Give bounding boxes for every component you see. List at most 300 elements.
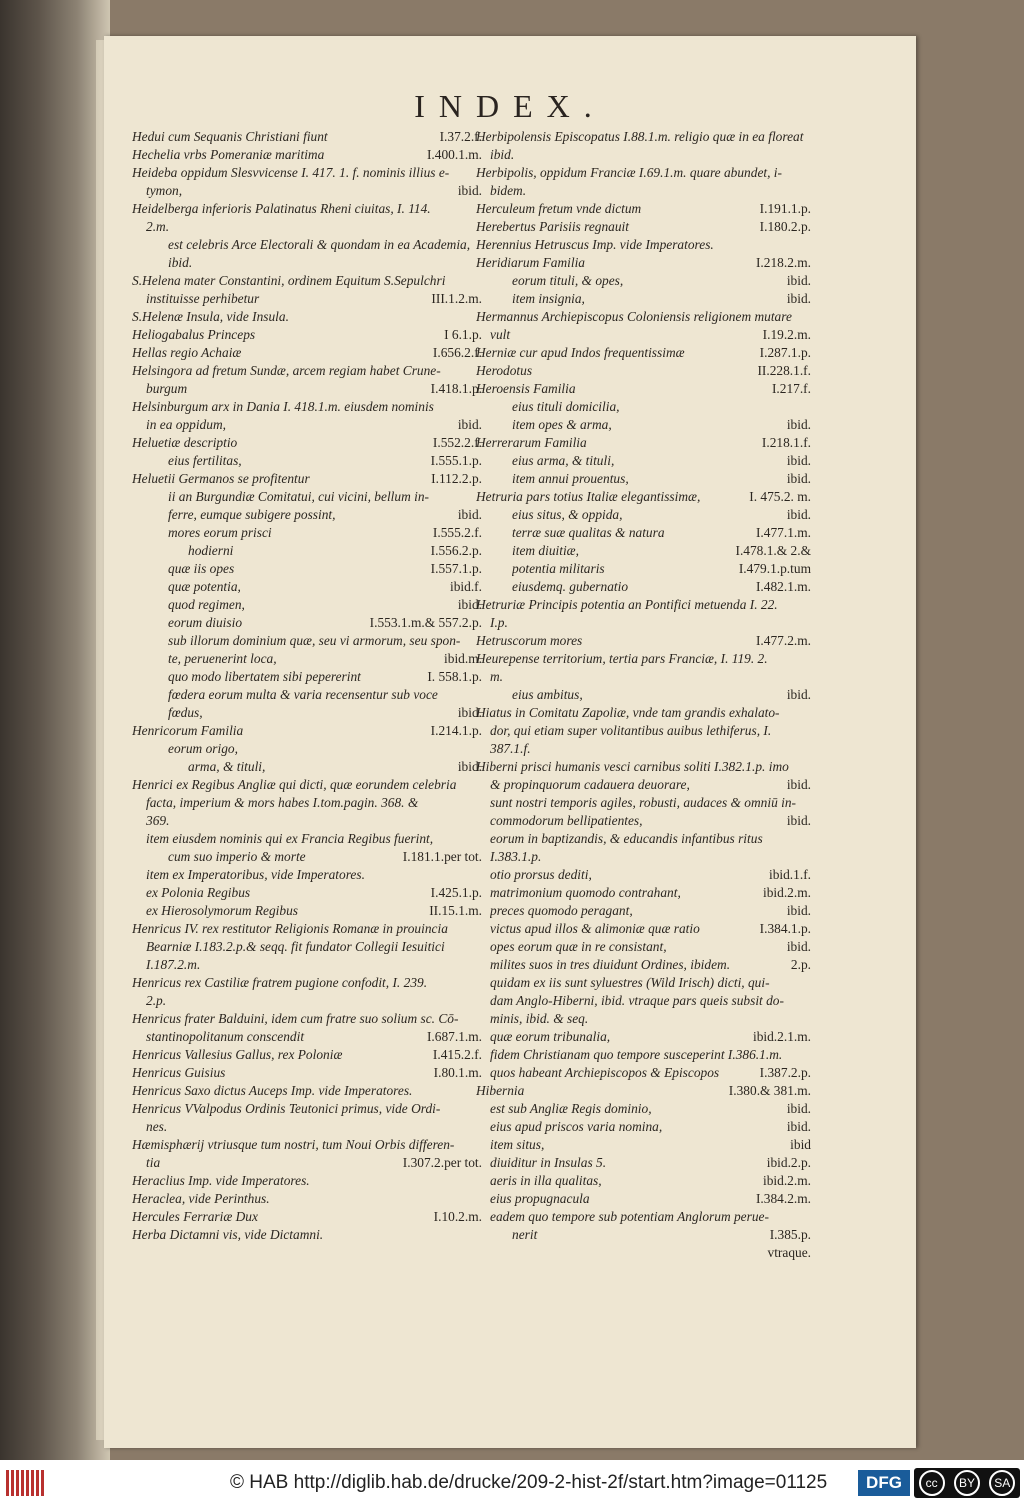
index-entry <box>476 1010 811 1028</box>
entry-text: opes eorum quæ in re consistant, <box>490 939 667 954</box>
index-entry <box>476 272 811 290</box>
index-entry <box>132 848 482 866</box>
entry-text: Hiatus in Comitatu Zapoliæ, vnde tam grandis exhalato- <box>476 705 780 720</box>
entry-text: quidam ex iis sunt syluestres (Wild Irisch) dicti, qui- <box>490 975 770 990</box>
entry-text: diuiditur in Insulas 5. <box>490 1155 607 1170</box>
entry-reference: I.656.2.f. <box>432 345 482 360</box>
index-entry <box>476 524 811 542</box>
entry-text: eius tituli domicilia, <box>512 399 620 414</box>
index-entry <box>476 1046 811 1064</box>
entry-text: Hetruria pars totius Italiæ elegantissimæ, <box>476 489 701 504</box>
index-entry <box>476 326 811 344</box>
index-entry <box>132 470 482 488</box>
index-entry <box>132 290 482 308</box>
index-entry <box>132 218 482 236</box>
index-entry <box>132 1010 482 1028</box>
entry-text: I.187.2.m. <box>146 957 201 972</box>
entry-text: ibid. <box>490 147 515 162</box>
index-entry <box>132 920 482 938</box>
entry-text: Helsinburgum arx in Dania I. 418.1.m. eiusdem nominis <box>132 399 434 414</box>
entry-text: Heurepense territorium, tertia pars Franciæ, I. 119. 2. <box>476 651 768 666</box>
index-entry <box>132 128 482 146</box>
index-entry <box>476 578 811 596</box>
entry-reference: ibid. <box>786 813 811 828</box>
entry-reference: I.385.p. <box>769 1227 811 1242</box>
entry-text: Hetruriæ Principis potentia an Pontifici metuenda I. 22. <box>476 597 778 612</box>
entry-text: Henricus IV. rex restitutor Religionis Romanæ in prouincia <box>132 921 448 936</box>
entry-reference: I.415.2.f. <box>432 1047 482 1062</box>
book-binding <box>0 0 110 1460</box>
index-entry <box>476 1226 811 1244</box>
entry-reference: I.180.2.p. <box>759 219 811 234</box>
index-entry <box>132 668 482 686</box>
entry-reference: I.218.2.m. <box>755 255 811 270</box>
entry-text: Heidelberga inferioris Palatinatus Rheni ciuitas, I. 114. <box>132 201 431 216</box>
index-entry <box>132 344 482 362</box>
index-entry <box>476 902 811 920</box>
index-entry <box>476 686 811 704</box>
entry-text: quos habeant Archiepiscopos & Episcopos <box>490 1065 720 1080</box>
entry-reference: ibid. <box>786 291 811 306</box>
entry-reference: ibid <box>790 1137 811 1152</box>
entry-text: & propinquorum cadauera deuorare, <box>490 777 690 792</box>
entry-text: Henricus Saxo dictus Auceps Imp. vide Imperatores. <box>132 1083 413 1098</box>
index-entry <box>476 542 811 560</box>
entry-reference: ibid. <box>786 777 811 792</box>
entry-text: instituisse perhibetur <box>146 291 260 306</box>
entry-reference: ibid.m. <box>444 651 482 666</box>
index-entry <box>476 236 811 254</box>
page-title: INDEX. <box>414 88 606 124</box>
index-entry <box>476 488 811 506</box>
index-entry <box>476 848 811 866</box>
entry-text: Hæmisphærij vtriusque tum nostri, tum Noui Orbis differen- <box>132 1137 455 1152</box>
entry-reference: I.387.2.p. <box>759 1065 811 1080</box>
index-entry <box>132 488 482 506</box>
entry-reference: ibid.1.f. <box>768 867 811 882</box>
index-entry <box>132 1028 482 1046</box>
entry-text: milites suos in tres diuidunt Ordines, ibidem. <box>490 957 731 972</box>
entry-text: eorum tituli, & opes, <box>512 273 624 288</box>
entry-text: quod regimen, <box>168 597 245 612</box>
index-entry <box>132 308 482 326</box>
entry-reference: I.214.1.p. <box>430 723 482 738</box>
index-entry <box>476 1118 811 1136</box>
index-entry <box>132 1046 482 1064</box>
entry-text: est celebris Arce Electorali & quondam in ea Academia, <box>168 237 471 252</box>
entry-text: Hermannus Archiepiscopus Coloniensis religionem mutare <box>476 309 792 324</box>
entry-text: ii an Burgundiæ Comitatui, cui vicini, bellum in- <box>168 489 429 504</box>
entry-reference: ibid. <box>457 597 482 612</box>
entry-text: item annui prouentus, <box>512 471 629 486</box>
entry-text: Herba Dictamni vis, vide Dictamni. <box>132 1227 324 1242</box>
index-entry <box>132 416 482 434</box>
entry-reference: ibid.2.m. <box>763 885 811 900</box>
entry-reference: ibid. <box>786 1119 811 1134</box>
index-entry <box>132 398 482 416</box>
entry-text: commodorum bellipatientes, <box>490 813 643 828</box>
entry-text: Hetruscorum mores <box>476 633 583 648</box>
entry-text: terræ suæ qualitas & natura <box>512 525 665 540</box>
index-entry <box>476 362 811 380</box>
index-entry <box>476 938 811 956</box>
entry-text: arma, & tituli, <box>188 759 266 774</box>
entry-text: 369. <box>146 813 170 828</box>
index-entry <box>132 722 482 740</box>
index-entry <box>476 596 811 614</box>
index-entry <box>476 722 811 740</box>
index-entry <box>476 758 811 776</box>
index-entry <box>132 236 482 254</box>
entry-text: eorum in baptizandis, & educandis infantibus ritus <box>490 831 763 846</box>
entry-text: Hellas regio Achaiæ <box>132 345 242 360</box>
entry-text: tia <box>146 1155 161 1170</box>
entry-text: mores eorum prisci <box>168 525 272 540</box>
entry-reference: I.384.2.m. <box>755 1191 811 1206</box>
index-entry <box>132 794 482 812</box>
entry-text: item ex Imperatoribus, vide Imperatores. <box>146 867 365 882</box>
entry-text: eadem quo tempore sub potentiam Anglorum perue- <box>490 1209 769 1224</box>
entry-text: Henricus rex Castiliæ fratrem pugione confodit, I. 239. <box>132 975 428 990</box>
entry-reference: I.307.2.per tot. <box>402 1155 482 1170</box>
entry-reference: I.19.2.m. <box>762 327 811 342</box>
entry-text: hodierni <box>188 543 234 558</box>
index-entry <box>476 920 811 938</box>
entry-reference: ibid.2.m. <box>763 1173 811 1188</box>
cc-icon: cc <box>919 1470 945 1496</box>
index-entry <box>476 632 811 650</box>
index-entry <box>476 344 811 362</box>
index-entry <box>132 452 482 470</box>
index-column-left <box>132 128 482 1244</box>
entry-text: Heliogabalus Princeps <box>132 327 256 342</box>
entry-text: victus apud illos & alimoniæ quæ ratio <box>490 921 700 936</box>
entry-reference: ibid. <box>786 1101 811 1116</box>
index-entry <box>476 452 811 470</box>
entry-text: Helsingora ad fretum Sundæ, arcem regiam habet Crune- <box>132 363 441 378</box>
entry-reference: ibid.2.p. <box>766 1155 811 1170</box>
index-entry <box>476 218 811 236</box>
entry-text: eiusdemq. gubernatio <box>512 579 629 594</box>
index-entry <box>476 1100 811 1118</box>
entry-reference: I.191.1.p. <box>759 201 811 216</box>
index-entry <box>132 596 482 614</box>
index-entry <box>132 182 482 200</box>
entry-reference: I.10.2.m. <box>433 1209 482 1224</box>
entry-reference: I.425.1.p. <box>430 885 482 900</box>
index-entry <box>476 830 811 848</box>
index-entry <box>476 1064 811 1082</box>
entry-reference: I.553.1.m.& 557.2.p. <box>369 615 482 630</box>
index-entry <box>132 434 482 452</box>
index-entry <box>132 740 482 758</box>
entry-reference: ibid. <box>786 507 811 522</box>
entry-reference: ibid. <box>457 183 482 198</box>
entry-reference: I.556.2.p. <box>430 543 482 558</box>
entry-text: S.Helenæ Insula, vide Insula. <box>132 309 289 324</box>
index-entry <box>132 902 482 920</box>
entry-text: Herodotus <box>476 363 533 378</box>
entry-text: I.p. <box>490 615 508 630</box>
entry-text: Heluetiæ descriptio <box>132 435 238 450</box>
entry-text: Henricus Guisius <box>132 1065 226 1080</box>
index-entry <box>476 128 811 146</box>
entry-reference: I.181.1.per tot. <box>402 849 482 864</box>
entry-reference: ibid. <box>457 417 482 432</box>
entry-text: stantinopolitanum conscendit <box>146 1029 305 1044</box>
entry-reference: I.400.1.m. <box>426 147 482 162</box>
index-entry <box>132 812 482 830</box>
entry-text: Herbipolensis Episcopatus I.88.1.m. religio quæ in ea floreat <box>476 129 804 144</box>
index-entry <box>476 956 811 974</box>
index-entry <box>132 830 482 848</box>
entry-text: sunt nostri temporis agiles, robusti, audaces & omniū in- <box>490 795 797 810</box>
entry-text: ibid. <box>168 255 193 270</box>
index-entry <box>132 326 482 344</box>
entry-reference: I.384.1.p. <box>759 921 811 936</box>
index-entry <box>476 812 811 830</box>
entry-reference: I.37.2.f. <box>439 129 482 144</box>
index-entry <box>132 776 482 794</box>
entry-text: I.383.1.p. <box>490 849 542 864</box>
entry-text: 387.1.f. <box>490 741 531 756</box>
entry-reference: ibid. <box>786 273 811 288</box>
entry-text: in ea oppidum, <box>146 417 226 432</box>
entry-reference: I.557.1.p. <box>430 561 482 576</box>
entry-text: Herennius Hetruscus Imp. vide Imperatores. <box>476 237 714 252</box>
entry-text: burgum <box>146 381 188 396</box>
entry-text: item insignia, <box>512 291 585 306</box>
entry-text: quo modo libertatem sibi pepererint <box>168 669 361 684</box>
hab-logo-icon[interactable] <box>6 1470 46 1496</box>
entry-reference: I.479.1.p.tum <box>738 561 811 576</box>
entry-reference: ibid.2.1.m. <box>752 1029 811 1044</box>
entry-text: Hercules Ferrariæ Dux <box>132 1209 258 1224</box>
index-entry <box>132 560 482 578</box>
index-entry <box>476 668 811 686</box>
entry-text: fœdus, <box>168 705 203 720</box>
index-entry <box>476 146 811 164</box>
entry-text: eorum origo, <box>168 741 238 756</box>
index-entry <box>476 308 811 326</box>
entry-reference: vtraque. <box>767 1245 811 1260</box>
entry-text: Hedui cum Sequanis Christiani fiunt <box>132 129 328 144</box>
entry-reference: I.477.2.m. <box>755 633 811 648</box>
entry-text: aeris in illa qualitas, <box>490 1173 602 1188</box>
entry-text: fidem Christianam quo tempore susceperint I.386.1.m. <box>490 1047 783 1062</box>
entry-text: fœdera eorum multa & varia recensentur sub voce <box>168 687 438 702</box>
index-entry <box>132 254 482 272</box>
index-entry <box>476 1136 811 1154</box>
entry-text: Hiberni prisci humanis vesci carnibus soliti I.382.1.p. imo <box>476 759 789 774</box>
entry-text: bidem. <box>490 183 527 198</box>
entry-reference: I.552.2.f. <box>432 435 482 450</box>
entry-text: Heroensis Familia <box>476 381 576 396</box>
index-entry <box>476 254 811 272</box>
index-entry <box>476 1172 811 1190</box>
entry-text: te, peruenerint loca, <box>168 651 277 666</box>
entry-text: Herrerarum Familia <box>476 435 587 450</box>
entry-text: Heluetii Germanos se profitentur <box>132 471 310 486</box>
entry-reference: I.478.1.& 2.& <box>735 543 811 558</box>
cc-license-badge[interactable] <box>914 1468 1020 1498</box>
entry-reference: I.112.2.p. <box>431 471 482 486</box>
entry-text: nes. <box>146 1119 168 1134</box>
index-entry <box>476 704 811 722</box>
index-entry <box>132 164 482 182</box>
index-entry <box>132 1154 482 1172</box>
index-entry <box>476 200 811 218</box>
index-column-right <box>476 128 811 1262</box>
index-entry <box>132 506 482 524</box>
entry-text: eius propugnacula <box>490 1191 590 1206</box>
index-entry <box>476 614 811 632</box>
entry-text: Henricus frater Balduini, idem cum fratre suo solium sc. Cō- <box>132 1011 459 1026</box>
index-entry <box>132 1118 482 1136</box>
entry-text: quæ eorum tribunalia, <box>490 1029 611 1044</box>
index-entry <box>132 758 482 776</box>
index-entry <box>476 560 811 578</box>
entry-reference: ibid.f. <box>450 579 482 594</box>
entry-text: eorum diuisio <box>168 615 243 630</box>
entry-reference: ibid. <box>786 417 811 432</box>
index-entry <box>132 542 482 560</box>
index-entry <box>132 884 482 902</box>
entry-text: Herculeum fretum vnde dictum <box>476 201 642 216</box>
entry-text: est sub Angliæ Regis dominio, <box>490 1101 652 1116</box>
entry-text: matrimonium quomodo contrahant, <box>490 885 681 900</box>
index-entry <box>476 740 811 758</box>
entry-text: eius arma, & tituli, <box>512 453 615 468</box>
entry-reference: ibid. <box>786 939 811 954</box>
index-entry <box>132 362 482 380</box>
index-entry <box>476 1190 811 1208</box>
index-entry <box>476 470 811 488</box>
index-entry <box>132 938 482 956</box>
sa-icon: SA <box>989 1470 1015 1496</box>
index-entry <box>476 884 811 902</box>
index-entry <box>132 956 482 974</box>
index-entry <box>476 1028 811 1046</box>
index-entry <box>132 632 482 650</box>
entry-reference: II.228.1.f. <box>757 363 811 378</box>
entry-reference: II.15.1.m. <box>429 903 482 918</box>
index-entry <box>476 416 811 434</box>
entry-text: potentia militaris <box>512 561 605 576</box>
entry-reference: I.555.1.p. <box>430 453 482 468</box>
index-entry <box>132 686 482 704</box>
entry-text: tymon, <box>146 183 183 198</box>
index-entry <box>476 776 811 794</box>
entry-text: item diuitiæ, <box>512 543 579 558</box>
source-credit[interactable]: © HAB http://diglib.hab.de/drucke/209-2-hist-2f/start.htm?image=01125 <box>230 1472 828 1493</box>
entry-text: ex Hierosolymorum Regibus <box>146 903 298 918</box>
entry-reference: I. 475.2. m. <box>749 489 811 504</box>
entry-text: Herebertus Parisiis regnauit <box>476 219 629 234</box>
entry-text: Bearniæ I.183.2.p.& seqq. fit fundator Collegii Iesuitici <box>146 939 445 954</box>
entry-reference: ibid. <box>457 705 482 720</box>
entry-text: 2.p. <box>146 993 167 1008</box>
entry-text: Heraclea, vide Perinthus. <box>132 1191 270 1206</box>
index-entry <box>132 1226 482 1244</box>
entry-reference: I.687.1.m. <box>426 1029 482 1044</box>
entry-reference: I.380.& 381.m. <box>728 1083 811 1098</box>
entry-reference: I.482.1.m. <box>755 579 811 594</box>
index-entry <box>476 398 811 416</box>
index-entry <box>132 578 482 596</box>
index-entry <box>132 704 482 722</box>
index-entry <box>132 524 482 542</box>
index-entry <box>476 1082 811 1100</box>
entry-reference: I.217.f. <box>771 381 811 396</box>
index-entry <box>132 1100 482 1118</box>
index-entry <box>476 506 811 524</box>
entry-text: Heideba oppidum Slesvvicense I. 417. 1. f. nominis illius e- <box>132 165 450 180</box>
index-entry <box>132 380 482 398</box>
entry-reference: ibid. <box>786 687 811 702</box>
entry-reference: I. 558.1.p. <box>427 669 482 684</box>
entry-reference: I.218.1.f. <box>761 435 811 450</box>
entry-text: eius apud priscos varia nomina, <box>490 1119 663 1134</box>
entry-text: eius ambitus, <box>512 687 583 702</box>
index-entry <box>476 992 811 1010</box>
index-entry <box>132 1208 482 1226</box>
index-entry <box>476 974 811 992</box>
index-entry <box>476 650 811 668</box>
index-entry <box>132 1190 482 1208</box>
index-entry <box>132 272 482 290</box>
index-entry <box>476 290 811 308</box>
entry-reference: ibid. <box>786 453 811 468</box>
entry-reference: ibid. <box>786 903 811 918</box>
dfg-logo-icon[interactable]: DFG <box>858 1470 910 1496</box>
index-entry <box>132 992 482 1010</box>
entry-text: quæ iis opes <box>168 561 235 576</box>
index-entry <box>476 434 811 452</box>
entry-reference: ibid. <box>786 471 811 486</box>
entry-text: Heridiarum Familia <box>476 255 585 270</box>
viewer-footer <box>0 1460 1024 1506</box>
index-entry <box>476 1208 811 1226</box>
index-entry <box>476 182 811 200</box>
entry-text: Hibernia <box>476 1083 525 1098</box>
entry-text: Henricus Vallesius Gallus, rex Poloniæ <box>132 1047 343 1062</box>
index-entry <box>132 1172 482 1190</box>
entry-text: 2.m. <box>146 219 170 234</box>
entry-reference: I.418.1.p. <box>430 381 482 396</box>
entry-reference: III.1.2.m. <box>431 291 482 306</box>
entry-reference: I.477.1.m. <box>755 525 811 540</box>
entry-text: facta, imperium & mors habes I.tom.pagin. 368. & <box>146 795 419 810</box>
entry-text: nerit <box>512 1227 538 1242</box>
index-entry <box>132 1064 482 1082</box>
entry-text: item opes & arma, <box>512 417 612 432</box>
entry-text: S.Helena mater Constantini, ordinem Equitum S.Sepulchri <box>132 273 446 288</box>
entry-text: otio prorsus dediti, <box>490 867 592 882</box>
index-entry <box>476 1244 811 1262</box>
entry-text: ex Polonia Regibus <box>146 885 251 900</box>
index-entry <box>476 794 811 812</box>
entry-text: Hechelia vrbs Pomeraniæ maritima <box>132 147 325 162</box>
entry-text: item eiusdem nominis qui ex Francia Regibus fuerint, <box>146 831 434 846</box>
entry-text: eius situs, & oppida, <box>512 507 623 522</box>
entry-text: Herniæ cur apud Indos frequentissimæ <box>476 345 685 360</box>
entry-text: m. <box>490 669 504 684</box>
index-entry <box>132 1136 482 1154</box>
index-entry <box>476 1154 811 1172</box>
index-entry <box>476 164 811 182</box>
entry-text: item situs, <box>490 1137 545 1152</box>
